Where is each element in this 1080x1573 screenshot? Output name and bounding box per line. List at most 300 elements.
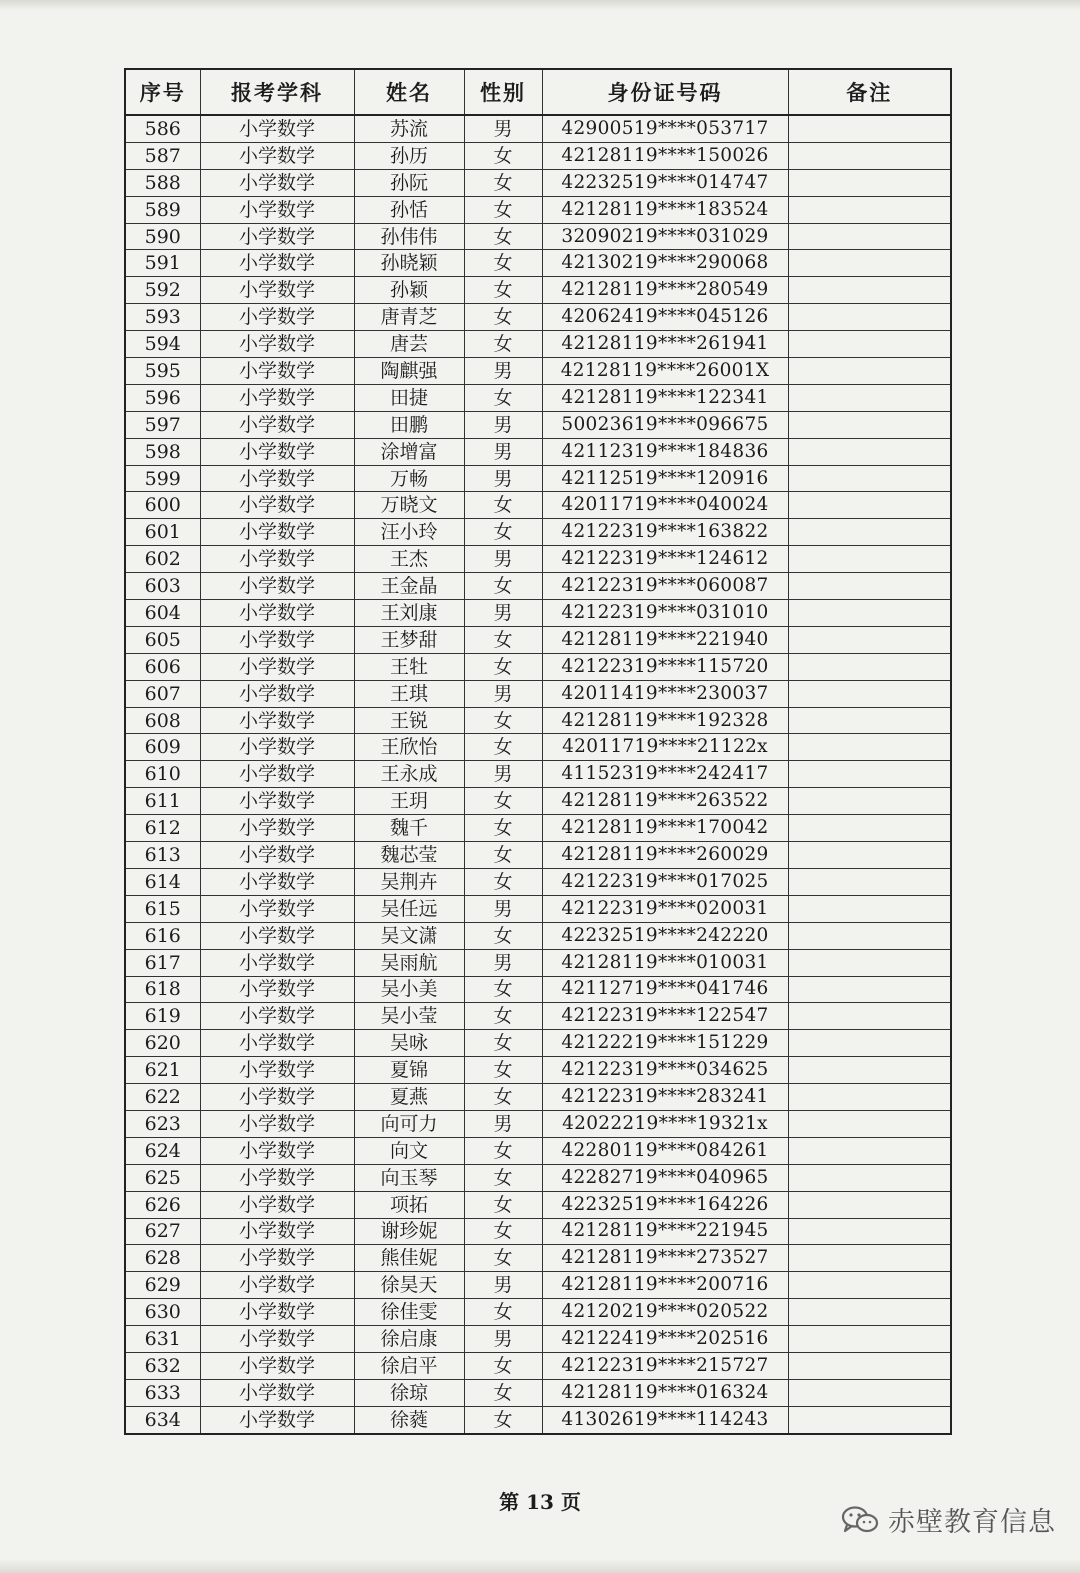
table-row bbox=[125, 976, 951, 1003]
cell-seq: 632 bbox=[125, 1352, 200, 1379]
cell-subject: 小学数学 bbox=[200, 465, 354, 492]
cell-gender: 女 bbox=[464, 519, 542, 546]
cell-remark bbox=[788, 1191, 951, 1218]
cell-subject: 小学数学 bbox=[200, 815, 354, 842]
cell-remark bbox=[788, 384, 951, 411]
cell-remark bbox=[788, 465, 951, 492]
cell-gender: 女 bbox=[464, 1379, 542, 1406]
cell-remark bbox=[788, 1379, 951, 1406]
table-row bbox=[125, 492, 951, 519]
cell-name: 涂增富 bbox=[354, 438, 464, 465]
cell-remark bbox=[788, 519, 951, 546]
cell-name: 夏燕 bbox=[354, 1084, 464, 1111]
cell-id-number: 41152319****242417 bbox=[542, 761, 788, 788]
cell-gender: 男 bbox=[464, 411, 542, 438]
cell-seq: 615 bbox=[125, 895, 200, 922]
cell-name: 徐蕤 bbox=[354, 1406, 464, 1433]
cell-seq: 595 bbox=[125, 358, 200, 385]
table-row bbox=[125, 761, 951, 788]
cell-name: 徐启平 bbox=[354, 1352, 464, 1379]
table-row bbox=[125, 1030, 951, 1057]
cell-remark bbox=[788, 196, 951, 223]
cell-name: 唐青芝 bbox=[354, 304, 464, 331]
table-row bbox=[125, 573, 951, 600]
cell-subject: 小学数学 bbox=[200, 250, 354, 277]
cell-gender: 女 bbox=[464, 142, 542, 169]
cell-id-number: 42122319****163822 bbox=[542, 519, 788, 546]
cell-subject: 小学数学 bbox=[200, 734, 354, 761]
cell-remark bbox=[788, 492, 951, 519]
cell-remark bbox=[788, 868, 951, 895]
cell-remark bbox=[788, 1084, 951, 1111]
cell-remark bbox=[788, 1003, 951, 1030]
cell-subject: 小学数学 bbox=[200, 626, 354, 653]
cell-subject: 小学数学 bbox=[200, 142, 354, 169]
table-row bbox=[125, 1164, 951, 1191]
cell-subject: 小学数学 bbox=[200, 1406, 354, 1433]
cell-id-number: 42128119****263522 bbox=[542, 788, 788, 815]
table-row bbox=[125, 304, 951, 331]
cell-remark bbox=[788, 1030, 951, 1057]
table-row bbox=[125, 815, 951, 842]
cell-gender: 男 bbox=[464, 438, 542, 465]
watermark bbox=[840, 1500, 1056, 1539]
cell-seq: 593 bbox=[125, 304, 200, 331]
cell-seq: 600 bbox=[125, 492, 200, 519]
cell-id-number: 42130219****290068 bbox=[542, 250, 788, 277]
cell-gender: 男 bbox=[464, 465, 542, 492]
cell-subject: 小学数学 bbox=[200, 573, 354, 600]
wechat-icon bbox=[840, 1505, 880, 1535]
cell-remark bbox=[788, 1326, 951, 1353]
cell-name: 吴文潇 bbox=[354, 922, 464, 949]
cell-subject: 小学数学 bbox=[200, 653, 354, 680]
table-row bbox=[125, 384, 951, 411]
table-row bbox=[125, 277, 951, 304]
cell-remark bbox=[788, 223, 951, 250]
cell-remark bbox=[788, 680, 951, 707]
cell-seq: 607 bbox=[125, 680, 200, 707]
cell-id-number: 41302619****114243 bbox=[542, 1406, 788, 1433]
cell-id-number: 42122419****202516 bbox=[542, 1326, 788, 1353]
cell-gender: 男 bbox=[464, 949, 542, 976]
cell-id-number: 42128119****26001X bbox=[542, 358, 788, 385]
cell-gender: 男 bbox=[464, 1326, 542, 1353]
cell-remark bbox=[788, 1406, 951, 1433]
table-row bbox=[125, 1137, 951, 1164]
cell-subject: 小学数学 bbox=[200, 1003, 354, 1030]
cell-gender: 女 bbox=[464, 626, 542, 653]
cell-remark bbox=[788, 331, 951, 358]
cell-subject: 小学数学 bbox=[200, 1299, 354, 1326]
table-row bbox=[125, 707, 951, 734]
cell-remark bbox=[788, 1352, 951, 1379]
cell-subject: 小学数学 bbox=[200, 1057, 354, 1084]
cell-subject: 小学数学 bbox=[200, 1084, 354, 1111]
cell-name: 孙伟伟 bbox=[354, 223, 464, 250]
cell-subject: 小学数学 bbox=[200, 761, 354, 788]
header-id-number: 身份证号码 bbox=[542, 69, 788, 115]
cell-remark bbox=[788, 734, 951, 761]
cell-subject: 小学数学 bbox=[200, 1110, 354, 1137]
cell-remark bbox=[788, 304, 951, 331]
table-row bbox=[125, 519, 951, 546]
table-row bbox=[125, 842, 951, 869]
cell-seq: 608 bbox=[125, 707, 200, 734]
cell-subject: 小学数学 bbox=[200, 1379, 354, 1406]
watermark-text: 赤壁教育信息 bbox=[888, 1507, 1056, 1538]
table-row bbox=[125, 438, 951, 465]
cell-remark bbox=[788, 1245, 951, 1272]
table-row bbox=[125, 600, 951, 627]
cell-name: 苏流 bbox=[354, 115, 464, 142]
cell-gender: 女 bbox=[464, 1003, 542, 1030]
cell-id-number: 42062419****045126 bbox=[542, 304, 788, 331]
cell-subject: 小学数学 bbox=[200, 115, 354, 142]
cell-name: 徐昊天 bbox=[354, 1272, 464, 1299]
cell-remark bbox=[788, 1137, 951, 1164]
table-row bbox=[125, 169, 951, 196]
cell-name: 王刘康 bbox=[354, 600, 464, 627]
cell-name: 唐芸 bbox=[354, 331, 464, 358]
table-row bbox=[125, 1057, 951, 1084]
cell-subject: 小学数学 bbox=[200, 1245, 354, 1272]
cell-subject: 小学数学 bbox=[200, 1326, 354, 1353]
cell-name: 王金晶 bbox=[354, 573, 464, 600]
cell-subject: 小学数学 bbox=[200, 1272, 354, 1299]
cell-seq: 613 bbox=[125, 842, 200, 869]
table-row bbox=[125, 1272, 951, 1299]
table-row bbox=[125, 115, 951, 142]
cell-id-number: 42022219****19321x bbox=[542, 1110, 788, 1137]
roster-table bbox=[124, 68, 952, 1435]
cell-remark bbox=[788, 142, 951, 169]
cell-seq: 592 bbox=[125, 277, 200, 304]
cell-gender: 女 bbox=[464, 653, 542, 680]
cell-gender: 女 bbox=[464, 1084, 542, 1111]
cell-name: 王欣怡 bbox=[354, 734, 464, 761]
cell-id-number: 42122319****034625 bbox=[542, 1057, 788, 1084]
cell-seq: 624 bbox=[125, 1137, 200, 1164]
cell-seq: 616 bbox=[125, 922, 200, 949]
cell-remark bbox=[788, 1272, 951, 1299]
cell-remark bbox=[788, 438, 951, 465]
cell-subject: 小学数学 bbox=[200, 976, 354, 1003]
cell-id-number: 42122319****031010 bbox=[542, 600, 788, 627]
cell-id-number: 42128119****192328 bbox=[542, 707, 788, 734]
cell-subject: 小学数学 bbox=[200, 922, 354, 949]
cell-remark bbox=[788, 761, 951, 788]
cell-subject: 小学数学 bbox=[200, 1164, 354, 1191]
table-row bbox=[125, 734, 951, 761]
cell-seq: 619 bbox=[125, 1003, 200, 1030]
table-row bbox=[125, 788, 951, 815]
cell-id-number: 42122319****020031 bbox=[542, 895, 788, 922]
cell-gender: 女 bbox=[464, 815, 542, 842]
cell-seq: 634 bbox=[125, 1406, 200, 1433]
cell-name: 吴咏 bbox=[354, 1030, 464, 1057]
table-row bbox=[125, 949, 951, 976]
table-row bbox=[125, 331, 951, 358]
cell-name: 王梦甜 bbox=[354, 626, 464, 653]
cell-id-number: 42122319****060087 bbox=[542, 573, 788, 600]
cell-gender: 男 bbox=[464, 358, 542, 385]
cell-gender: 女 bbox=[464, 707, 542, 734]
cell-name: 万畅 bbox=[354, 465, 464, 492]
table-row bbox=[125, 411, 951, 438]
cell-name: 孙阮 bbox=[354, 169, 464, 196]
cell-subject: 小学数学 bbox=[200, 169, 354, 196]
cell-gender: 女 bbox=[464, 1030, 542, 1057]
cell-id-number: 42120219****020522 bbox=[542, 1299, 788, 1326]
cell-remark bbox=[788, 1057, 951, 1084]
cell-remark bbox=[788, 358, 951, 385]
cell-id-number: 42232519****014747 bbox=[542, 169, 788, 196]
table-row bbox=[125, 1084, 951, 1111]
cell-seq: 618 bbox=[125, 976, 200, 1003]
cell-id-number: 42232519****242220 bbox=[542, 922, 788, 949]
cell-subject: 小学数学 bbox=[200, 519, 354, 546]
cell-id-number: 42122219****151229 bbox=[542, 1030, 788, 1057]
table-row bbox=[125, 1191, 951, 1218]
cell-seq: 605 bbox=[125, 626, 200, 653]
cell-id-number: 42128119****221940 bbox=[542, 626, 788, 653]
cell-id-number: 42112519****120916 bbox=[542, 465, 788, 492]
table-header-row bbox=[125, 69, 951, 115]
cell-id-number: 50023619****096675 bbox=[542, 411, 788, 438]
cell-name: 孙历 bbox=[354, 142, 464, 169]
table-row bbox=[125, 1326, 951, 1353]
cell-id-number: 42900519****053717 bbox=[542, 115, 788, 142]
cell-id-number: 42282719****040965 bbox=[542, 1164, 788, 1191]
cell-subject: 小学数学 bbox=[200, 384, 354, 411]
table-row bbox=[125, 626, 951, 653]
cell-gender: 女 bbox=[464, 976, 542, 1003]
cell-name: 孙恬 bbox=[354, 196, 464, 223]
cell-seq: 606 bbox=[125, 653, 200, 680]
cell-seq: 633 bbox=[125, 1379, 200, 1406]
table-row bbox=[125, 1352, 951, 1379]
cell-remark bbox=[788, 949, 951, 976]
cell-remark bbox=[788, 842, 951, 869]
cell-gender: 女 bbox=[464, 223, 542, 250]
cell-subject: 小学数学 bbox=[200, 842, 354, 869]
table-row bbox=[125, 680, 951, 707]
cell-gender: 女 bbox=[464, 277, 542, 304]
cell-gender: 男 bbox=[464, 680, 542, 707]
scan-edge-top bbox=[0, 0, 1080, 10]
header-subject: 报考学科 bbox=[200, 69, 354, 115]
cell-seq: 588 bbox=[125, 169, 200, 196]
cell-id-number: 42122319****115720 bbox=[542, 653, 788, 680]
cell-name: 王杰 bbox=[354, 546, 464, 573]
table-row bbox=[125, 1003, 951, 1030]
cell-id-number: 42128119****261941 bbox=[542, 331, 788, 358]
cell-id-number: 32090219****031029 bbox=[542, 223, 788, 250]
cell-id-number: 42112319****184836 bbox=[542, 438, 788, 465]
cell-seq: 601 bbox=[125, 519, 200, 546]
cell-seq: 603 bbox=[125, 573, 200, 600]
cell-name: 向文 bbox=[354, 1137, 464, 1164]
cell-id-number: 42128119****183524 bbox=[542, 196, 788, 223]
cell-remark bbox=[788, 169, 951, 196]
cell-seq: 611 bbox=[125, 788, 200, 815]
cell-seq: 622 bbox=[125, 1084, 200, 1111]
cell-gender: 女 bbox=[464, 1218, 542, 1245]
cell-id-number: 42128119****170042 bbox=[542, 815, 788, 842]
cell-name: 孙颖 bbox=[354, 277, 464, 304]
cell-seq: 630 bbox=[125, 1299, 200, 1326]
cell-name: 陶麒强 bbox=[354, 358, 464, 385]
cell-gender: 男 bbox=[464, 761, 542, 788]
cell-name: 吴小莹 bbox=[354, 1003, 464, 1030]
cell-subject: 小学数学 bbox=[200, 1218, 354, 1245]
cell-id-number: 42122319****124612 bbox=[542, 546, 788, 573]
cell-subject: 小学数学 bbox=[200, 411, 354, 438]
cell-id-number: 42128119****221945 bbox=[542, 1218, 788, 1245]
cell-gender: 男 bbox=[464, 1272, 542, 1299]
cell-seq: 631 bbox=[125, 1326, 200, 1353]
cell-seq: 591 bbox=[125, 250, 200, 277]
cell-remark bbox=[788, 626, 951, 653]
cell-remark bbox=[788, 1164, 951, 1191]
cell-remark bbox=[788, 250, 951, 277]
cell-remark bbox=[788, 546, 951, 573]
cell-seq: 627 bbox=[125, 1218, 200, 1245]
cell-subject: 小学数学 bbox=[200, 1191, 354, 1218]
cell-name: 汪小玲 bbox=[354, 519, 464, 546]
cell-name: 夏锦 bbox=[354, 1057, 464, 1084]
cell-id-number: 42011719****040024 bbox=[542, 492, 788, 519]
header-remark: 备注 bbox=[788, 69, 951, 115]
cell-subject: 小学数学 bbox=[200, 438, 354, 465]
cell-subject: 小学数学 bbox=[200, 1030, 354, 1057]
cell-gender: 女 bbox=[464, 492, 542, 519]
cell-id-number: 42128119****280549 bbox=[542, 277, 788, 304]
cell-seq: 589 bbox=[125, 196, 200, 223]
cell-seq: 597 bbox=[125, 411, 200, 438]
cell-seq: 594 bbox=[125, 331, 200, 358]
cell-remark bbox=[788, 1110, 951, 1137]
cell-subject: 小学数学 bbox=[200, 277, 354, 304]
cell-seq: 617 bbox=[125, 949, 200, 976]
cell-gender: 女 bbox=[464, 1245, 542, 1272]
cell-remark bbox=[788, 707, 951, 734]
cell-name: 徐佳雯 bbox=[354, 1299, 464, 1326]
cell-seq: 598 bbox=[125, 438, 200, 465]
cell-seq: 623 bbox=[125, 1110, 200, 1137]
header-seq: 序号 bbox=[125, 69, 200, 115]
cell-name: 魏芯莹 bbox=[354, 842, 464, 869]
cell-gender: 女 bbox=[464, 734, 542, 761]
cell-gender: 女 bbox=[464, 1057, 542, 1084]
table-row bbox=[125, 1245, 951, 1272]
cell-remark bbox=[788, 922, 951, 949]
cell-name: 王永成 bbox=[354, 761, 464, 788]
cell-remark bbox=[788, 1299, 951, 1326]
cell-id-number: 42122319****283241 bbox=[542, 1084, 788, 1111]
cell-remark bbox=[788, 573, 951, 600]
header-gender: 性别 bbox=[464, 69, 542, 115]
cell-name: 王玥 bbox=[354, 788, 464, 815]
cell-remark bbox=[788, 277, 951, 304]
cell-remark bbox=[788, 976, 951, 1003]
cell-gender: 女 bbox=[464, 1137, 542, 1164]
table-row bbox=[125, 223, 951, 250]
cell-name: 向可力 bbox=[354, 1110, 464, 1137]
cell-remark bbox=[788, 115, 951, 142]
cell-seq: 609 bbox=[125, 734, 200, 761]
cell-name: 向玉琴 bbox=[354, 1164, 464, 1191]
cell-seq: 599 bbox=[125, 465, 200, 492]
cell-subject: 小学数学 bbox=[200, 788, 354, 815]
cell-gender: 女 bbox=[464, 1352, 542, 1379]
cell-subject: 小学数学 bbox=[200, 600, 354, 627]
cell-name: 徐启康 bbox=[354, 1326, 464, 1353]
cell-gender: 男 bbox=[464, 546, 542, 573]
table-row bbox=[125, 653, 951, 680]
cell-id-number: 42122319****215727 bbox=[542, 1352, 788, 1379]
cell-subject: 小学数学 bbox=[200, 868, 354, 895]
cell-id-number: 42128119****016324 bbox=[542, 1379, 788, 1406]
cell-name: 魏千 bbox=[354, 815, 464, 842]
cell-seq: 602 bbox=[125, 546, 200, 573]
table-row bbox=[125, 1299, 951, 1326]
cell-name: 熊佳妮 bbox=[354, 1245, 464, 1272]
cell-name: 王琪 bbox=[354, 680, 464, 707]
cell-remark bbox=[788, 1218, 951, 1245]
cell-name: 孙晓颖 bbox=[354, 250, 464, 277]
cell-name: 徐琼 bbox=[354, 1379, 464, 1406]
cell-subject: 小学数学 bbox=[200, 304, 354, 331]
cell-seq: 626 bbox=[125, 1191, 200, 1218]
header-name: 姓名 bbox=[354, 69, 464, 115]
cell-name: 吴任远 bbox=[354, 895, 464, 922]
table-row bbox=[125, 1379, 951, 1406]
cell-id-number: 42011719****21122x bbox=[542, 734, 788, 761]
cell-id-number: 42232519****164226 bbox=[542, 1191, 788, 1218]
cell-gender: 女 bbox=[464, 1406, 542, 1433]
cell-gender: 女 bbox=[464, 788, 542, 815]
cell-id-number: 42128119****122341 bbox=[542, 384, 788, 411]
cell-gender: 男 bbox=[464, 895, 542, 922]
cell-subject: 小学数学 bbox=[200, 546, 354, 573]
table-row bbox=[125, 922, 951, 949]
table-row bbox=[125, 895, 951, 922]
table-body bbox=[125, 115, 951, 1434]
cell-gender: 女 bbox=[464, 922, 542, 949]
cell-id-number: 42280119****084261 bbox=[542, 1137, 788, 1164]
cell-remark bbox=[788, 411, 951, 438]
cell-seq: 625 bbox=[125, 1164, 200, 1191]
cell-id-number: 42128119****010031 bbox=[542, 949, 788, 976]
cell-subject: 小学数学 bbox=[200, 1352, 354, 1379]
cell-seq: 629 bbox=[125, 1272, 200, 1299]
cell-seq: 587 bbox=[125, 142, 200, 169]
cell-name: 王牡 bbox=[354, 653, 464, 680]
cell-id-number: 42112719****041746 bbox=[542, 976, 788, 1003]
cell-seq: 590 bbox=[125, 223, 200, 250]
cell-gender: 女 bbox=[464, 331, 542, 358]
cell-name: 吴雨航 bbox=[354, 949, 464, 976]
table-row bbox=[125, 1406, 951, 1433]
cell-subject: 小学数学 bbox=[200, 680, 354, 707]
cell-remark bbox=[788, 895, 951, 922]
cell-seq: 596 bbox=[125, 384, 200, 411]
cell-name: 吴荆卉 bbox=[354, 868, 464, 895]
cell-gender: 女 bbox=[464, 1299, 542, 1326]
cell-subject: 小学数学 bbox=[200, 492, 354, 519]
